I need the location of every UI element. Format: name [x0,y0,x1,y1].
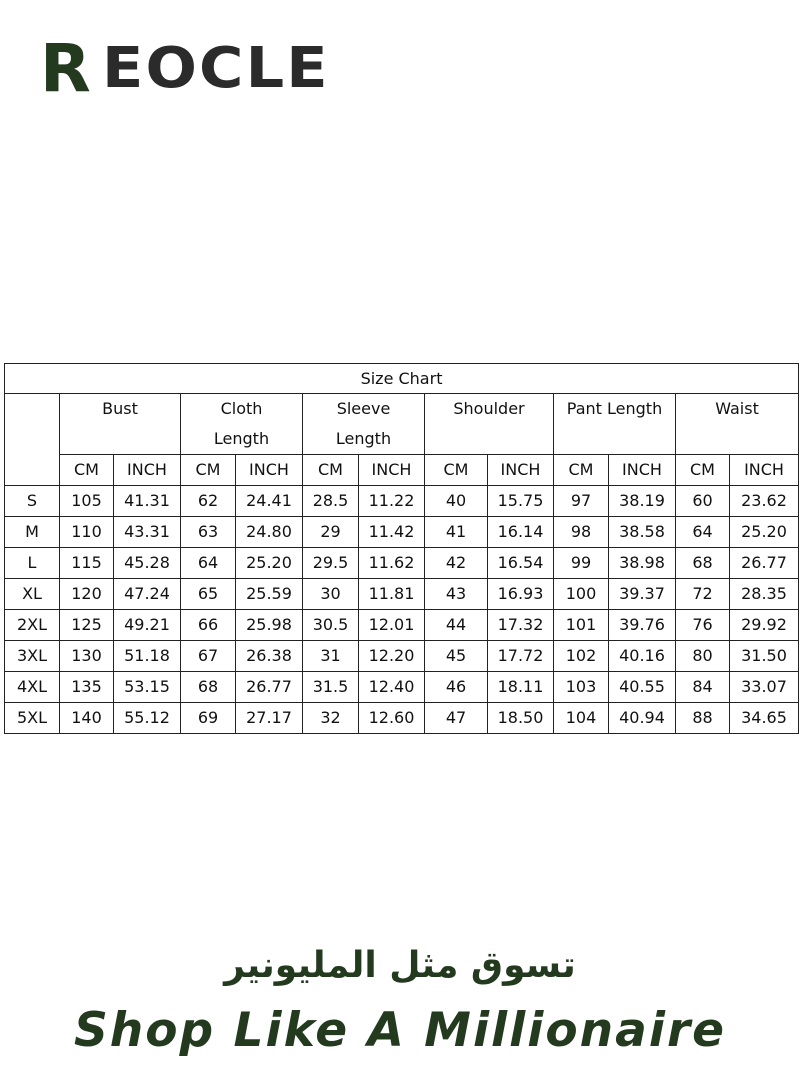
measurement-cell: 66 [181,610,236,641]
measurement-cell: 103 [554,672,609,703]
measurement-cell: 43 [425,579,488,610]
measurement-cell: 16.93 [488,579,554,610]
measurement-cell: 105 [60,486,114,517]
logo-wordmark: EOCLE [102,36,330,101]
measurement-cell: 26.77 [730,548,799,579]
measurement-cell: 12.60 [359,703,425,734]
measurement-cell: 16.14 [488,517,554,548]
unit-header: INCH [359,455,425,486]
measurement-cell: 27.17 [236,703,303,734]
size-chart-table [4,363,799,734]
group-header-row [5,394,799,455]
unit-header: CM [60,455,114,486]
unit-header: CM [303,455,359,486]
measurement-cell: 31.50 [730,641,799,672]
group-header [554,394,676,455]
measurement-cell: 18.11 [488,672,554,703]
measurement-cell: 84 [676,672,730,703]
measurement-cell: 39.37 [609,579,676,610]
measurement-cell: 40.55 [609,672,676,703]
measurement-cell: 51.18 [114,641,181,672]
measurement-cell: 69 [181,703,236,734]
measurement-cell: 115 [60,548,114,579]
table-row [5,703,799,734]
measurement-cell: 67 [181,641,236,672]
arabic-slogan: تسوق مثل المليونير [224,945,576,986]
measurement-cell: 31 [303,641,359,672]
table-row [5,672,799,703]
table-row [5,610,799,641]
measurement-cell: 42 [425,548,488,579]
measurement-cell: 43.31 [114,517,181,548]
unit-header: INCH [488,455,554,486]
unit-header: INCH [114,455,181,486]
size-label: S [5,486,60,517]
group-header-line2: Length [335,429,392,448]
measurement-cell: 46 [425,672,488,703]
measurement-cell: 62 [181,486,236,517]
group-header-line2: Length [213,429,270,448]
measurement-cell: 16.54 [488,548,554,579]
measurement-cell: 68 [181,672,236,703]
measurement-cell: 41 [425,517,488,548]
table-row [5,641,799,672]
measurement-cell: 41.31 [114,486,181,517]
measurement-cell: 110 [60,517,114,548]
measurement-cell: 12.01 [359,610,425,641]
size-label: 3XL [5,641,60,672]
measurement-cell: 102 [554,641,609,672]
measurement-cell: 11.42 [359,517,425,548]
measurement-cell: 17.32 [488,610,554,641]
size-header-cell [5,394,60,486]
table-title: Size Chart [5,364,799,394]
measurement-cell: 28.35 [730,579,799,610]
group-header [303,394,425,455]
measurement-cell: 34.65 [730,703,799,734]
logo-r-mark [40,38,100,100]
group-header-line1: Shoulder [453,399,525,418]
measurement-cell: 18.50 [488,703,554,734]
unit-header: CM [425,455,488,486]
measurement-cell: 30.5 [303,610,359,641]
measurement-cell: 97 [554,486,609,517]
measurement-cell: 28.5 [303,486,359,517]
measurement-cell: 60 [676,486,730,517]
unit-header-row [5,455,799,486]
measurement-cell: 24.80 [236,517,303,548]
measurement-cell: 26.77 [236,672,303,703]
slogan: Shop Like A Millionaire [73,1003,727,1058]
size-label: 2XL [5,610,60,641]
unit-header: INCH [609,455,676,486]
unit-header: INCH [236,455,303,486]
size-label: M [5,517,60,548]
measurement-cell: 88 [676,703,730,734]
measurement-cell: 11.81 [359,579,425,610]
measurement-cell: 72 [676,579,730,610]
group-header [181,394,303,455]
group-header-line1: Sleeve [336,399,391,418]
group-header-line1: Waist [715,399,759,418]
measurement-cell: 45 [425,641,488,672]
title-row [5,364,799,394]
measurement-cell: 15.75 [488,486,554,517]
group-header [676,394,799,455]
group-header-line1: Cloth [220,399,263,418]
unit-header: CM [181,455,236,486]
measurement-cell: 45.28 [114,548,181,579]
measurement-cell: 140 [60,703,114,734]
measurement-cell: 12.40 [359,672,425,703]
measurement-cell: 47.24 [114,579,181,610]
measurement-cell: 38.98 [609,548,676,579]
measurement-cell: 40.16 [609,641,676,672]
measurement-cell: 29.5 [303,548,359,579]
measurement-cell: 38.19 [609,486,676,517]
group-header-line1: Bust [102,399,138,418]
table-row [5,548,799,579]
table-row [5,486,799,517]
measurement-cell: 23.62 [730,486,799,517]
measurement-cell: 130 [60,641,114,672]
measurement-cell: 64 [181,548,236,579]
measurement-cell: 11.62 [359,548,425,579]
measurement-cell: 68 [676,548,730,579]
measurement-cell: 135 [60,672,114,703]
measurement-cell: 24.41 [236,486,303,517]
measurement-cell: 47 [425,703,488,734]
group-header [425,394,554,455]
table-row [5,579,799,610]
measurement-cell: 49.21 [114,610,181,641]
measurement-cell: 17.72 [488,641,554,672]
unit-header: INCH [730,455,799,486]
measurement-cell: 25.20 [236,548,303,579]
measurement-cell: 12.20 [359,641,425,672]
size-label: XL [5,579,60,610]
brand-logo [40,38,340,100]
measurement-cell: 99 [554,548,609,579]
group-header [60,394,181,455]
measurement-cell: 55.12 [114,703,181,734]
logo-first-letter: R [40,38,91,100]
measurement-cell: 76 [676,610,730,641]
group-header-line1: Pant Length [566,399,663,418]
unit-header: CM [676,455,730,486]
measurement-cell: 64 [676,517,730,548]
measurement-cell: 25.20 [730,517,799,548]
measurement-cell: 25.98 [236,610,303,641]
measurement-cell: 29 [303,517,359,548]
measurement-cell: 40.94 [609,703,676,734]
unit-header: CM [554,455,609,486]
measurement-cell: 101 [554,610,609,641]
measurement-cell: 29.92 [730,610,799,641]
measurement-cell: 104 [554,703,609,734]
measurement-cell: 98 [554,517,609,548]
size-label: 5XL [5,703,60,734]
measurement-cell: 31.5 [303,672,359,703]
measurement-cell: 100 [554,579,609,610]
size-label: 4XL [5,672,60,703]
measurement-cell: 30 [303,579,359,610]
measurement-cell: 11.22 [359,486,425,517]
measurement-cell: 26.38 [236,641,303,672]
table-row [5,517,799,548]
measurement-cell: 65 [181,579,236,610]
measurement-cell: 44 [425,610,488,641]
measurement-cell: 33.07 [730,672,799,703]
measurement-cell: 40 [425,486,488,517]
size-label: L [5,548,60,579]
measurement-cell: 53.15 [114,672,181,703]
measurement-cell: 25.59 [236,579,303,610]
measurement-cell: 80 [676,641,730,672]
measurement-cell: 32 [303,703,359,734]
measurement-cell: 39.76 [609,610,676,641]
measurement-cell: 120 [60,579,114,610]
measurement-cell: 38.58 [609,517,676,548]
measurement-cell: 63 [181,517,236,548]
measurement-cell: 125 [60,610,114,641]
